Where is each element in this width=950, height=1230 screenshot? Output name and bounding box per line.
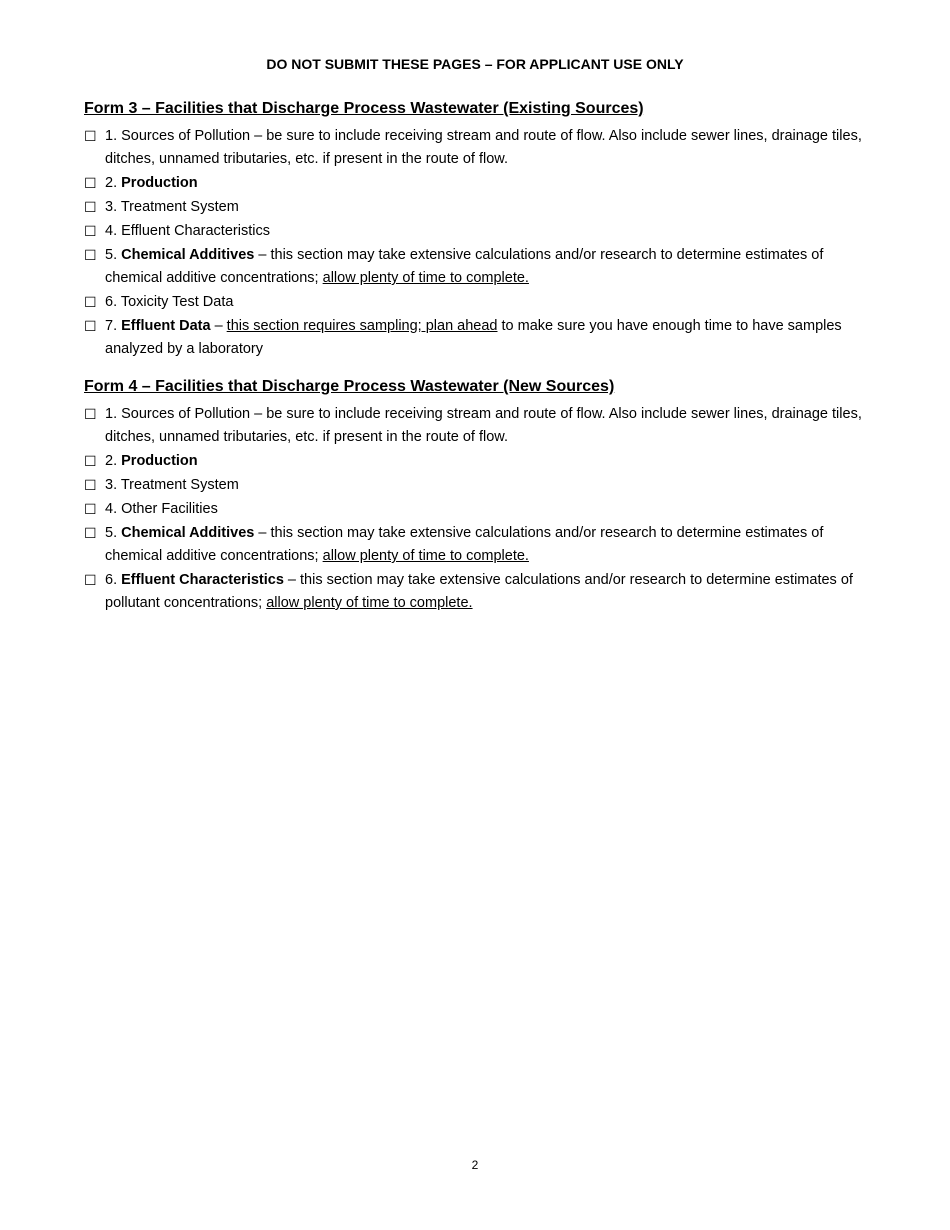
checkbox[interactable]: ☐ <box>84 294 97 310</box>
item-text: 3. Treatment System <box>105 477 239 493</box>
item-text: 4. Other Facilities <box>105 501 218 517</box>
form4-item-6 <box>84 569 874 615</box>
item-text: 1. Sources of Pollution – be sure to include receiving stream and route of flow. Also include sewer lines, drainage tiles, ditches, unnamed tributaries, etc. if present in the route of flow. <box>105 128 862 167</box>
page-number: 2 <box>471 1158 479 1172</box>
checkbox[interactable]: ☐ <box>84 501 97 517</box>
item-text: 7. Effluent Data – this section requires sampling; plan ahead to make sure you have enough time to have samples analyzed by a laboratory <box>105 318 842 357</box>
form3-item-3 <box>84 196 874 219</box>
item-text: 2. Production <box>105 453 198 469</box>
checkbox[interactable]: ☐ <box>84 572 97 588</box>
checkbox[interactable]: ☐ <box>84 199 97 215</box>
form3-section <box>84 98 874 362</box>
item-text: 4. Effluent Characteristics <box>105 223 270 239</box>
checkbox[interactable]: ☐ <box>84 247 97 263</box>
form4-item-1 <box>84 403 874 449</box>
item-text: 6. Toxicity Test Data <box>105 294 234 310</box>
form4-section <box>84 376 874 616</box>
checkbox[interactable]: ☐ <box>84 318 97 334</box>
form4-item-2 <box>84 450 874 473</box>
form4-item-4 <box>84 498 874 521</box>
form3-item-7 <box>84 315 874 361</box>
item-text: 1. Sources of Pollution – be sure to include receiving stream and route of flow. Also include sewer lines, drainage tiles, ditches, unnamed tributaries, etc. if present in the route of flow. <box>105 406 862 445</box>
checkbox[interactable]: ☐ <box>84 128 97 144</box>
form4-item-5 <box>84 522 874 568</box>
item-text: 6. Effluent Characteristics – this section may take extensive calculations and/or research to determine estimates of pollutant concentrations; allow plenty of time to complete. <box>105 572 853 611</box>
form3-title: Form 3 – Facilities that Discharge Process Wastewater (Existing Sources) <box>84 100 644 117</box>
form3-item-1 <box>84 125 874 171</box>
checkbox[interactable]: ☐ <box>84 477 97 493</box>
item-text: 3. Treatment System <box>105 199 239 215</box>
checkbox[interactable]: ☐ <box>84 175 97 191</box>
form3-item-6 <box>84 291 874 314</box>
form3-item-2 <box>84 172 874 195</box>
checkbox[interactable]: ☐ <box>84 406 97 422</box>
form4-item-3 <box>84 474 874 497</box>
checkbox[interactable]: ☐ <box>84 453 97 469</box>
applicant-use-notice: DO NOT SUBMIT THESE PAGES – FOR APPLICANT USE ONLY <box>266 56 684 72</box>
form4-title: Form 4 – Facilities that Discharge Process Wastewater (New Sources) <box>84 378 615 395</box>
form3-item-4 <box>84 220 874 243</box>
item-text: 5. Chemical Additives – this section may take extensive calculations and/or research to determine estimates of chemical additive concentrations; allow plenty of time to complete. <box>105 525 824 564</box>
item-text: 5. Chemical Additives – this section may take extensive calculations and/or research to determine estimates of chemical additive concentrations; allow plenty of time to complete. <box>105 247 824 286</box>
form3-item-5 <box>84 244 874 290</box>
item-text: 2. Production <box>105 175 198 191</box>
checkbox[interactable]: ☐ <box>84 223 97 239</box>
checkbox[interactable]: ☐ <box>84 525 97 541</box>
